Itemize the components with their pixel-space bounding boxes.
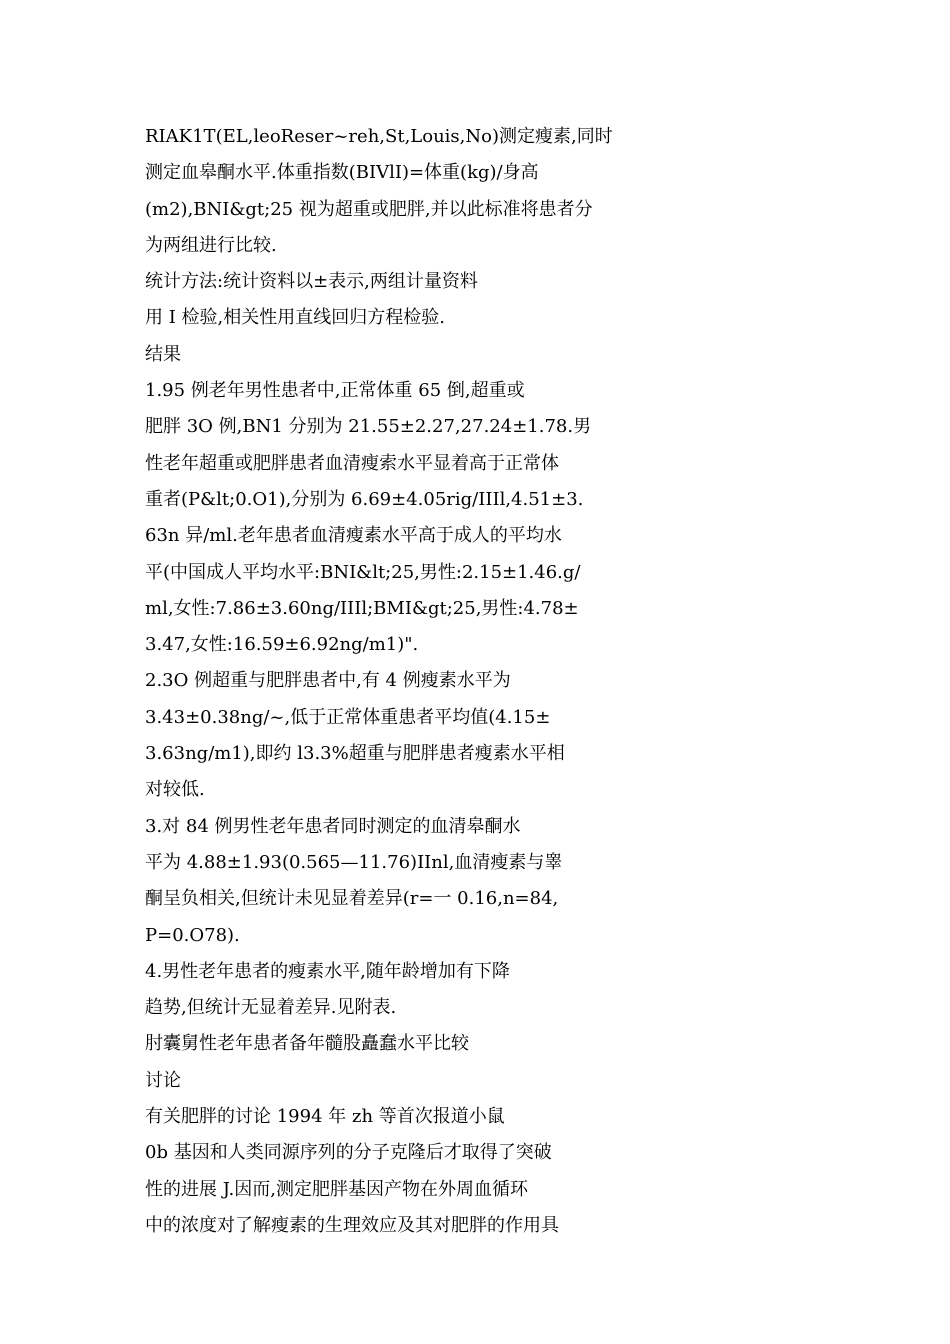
text-line: 统计方法:统计资料以±表示,两组计量资料 <box>145 271 478 293</box>
text-line: 为两组进行比较. <box>145 234 277 256</box>
text-line: 平(中国成人平均水平:BNI&lt;25,男性:2.15±1.46.g/ <box>145 561 581 583</box>
text-line: 对较低. <box>145 779 205 801</box>
text-line: 平为 4.88±1.93(0.565—11.76)IInl,血清瘦素与睾 <box>145 851 563 873</box>
text-line: 63n 异/ml.老年患者血清瘦素水平高于成人的平均水 <box>145 525 562 547</box>
text-line: 1.95 例老年男性患者中,正常体重 65 倒,超重或 <box>145 380 525 402</box>
text-line: RIAK1T(EL,leoReser~reh,St,Louis,No)测定瘦素,同时 <box>145 126 613 147</box>
text-line: 3.对 84 例男性老年患者同时测定的血清皋酮水 <box>145 815 521 837</box>
text-line: 2.3O 例超重与肥胖患者中,有 4 例瘦素水平为 <box>145 670 511 692</box>
text-line: 用 I 检验,相关性用直线回归方程检验. <box>145 307 445 329</box>
text-line: 测定血皋酮水平.体重指数(BIVlI)=体重(kg)/身高 <box>145 162 539 184</box>
text-line: 趋势,但统计无显着差异.见附表. <box>145 997 397 1019</box>
text-line: 性老年超重或肥胖患者血清瘦索水平显着高于正常体 <box>145 452 559 474</box>
body-text <box>145 119 845 1244</box>
table-caption: 肘囊舅性老年患者备年髓股矗蠢水平比较 <box>145 1033 469 1055</box>
text-line: 3.43±0.38ng/~,低于正常体重患者平均值(4.15± <box>145 706 551 728</box>
text-line: P=0.O78). <box>145 924 240 946</box>
section-heading-discussion: 讨论 <box>145 1069 181 1091</box>
text-line: 性的进展 J.因而,测定肥胖基因产物在外周血循环 <box>145 1178 528 1200</box>
text-line: 有关肥胖的讨论 1994 年 zh 等首次报道小鼠 <box>145 1106 505 1128</box>
section-heading-results: 结果 <box>145 343 181 365</box>
text-line: (m2),BNI&gt;25 视为超重或肥胖,并以此标准将患者分 <box>145 198 593 220</box>
text-line: 重者(P&lt;0.O1),分别为 6.69±4.05rig/IIIl,4.51±3. <box>145 488 584 510</box>
text-line: 3.47,女性:16.59±6.92ng/m1)". <box>145 634 419 656</box>
text-line: 0b 基因和人类同源序列的分子克隆后才取得了突破 <box>145 1142 552 1164</box>
text-line: 中的浓度对了解瘦素的生理效应及其对肥胖的作用具 <box>145 1214 559 1236</box>
text-line: 3.63ng/m1),即约 l3.3%超重与肥胖患者瘦素水平相 <box>145 743 565 765</box>
text-line: ml,女性:7.86±3.60ng/IIIl;BMI&gt;25,男性:4.78± <box>145 597 579 619</box>
text-line: 酮呈负相关,但统计未见显着差异(r=一 0.16,n=84, <box>145 888 559 910</box>
text-line: 4.男性老年患者的瘦素水平,随年龄增加有下降 <box>145 960 510 982</box>
text-line: 肥胖 3O 例,BN1 分别为 21.55±2.27,27.24±1.78.男 <box>145 416 592 438</box>
